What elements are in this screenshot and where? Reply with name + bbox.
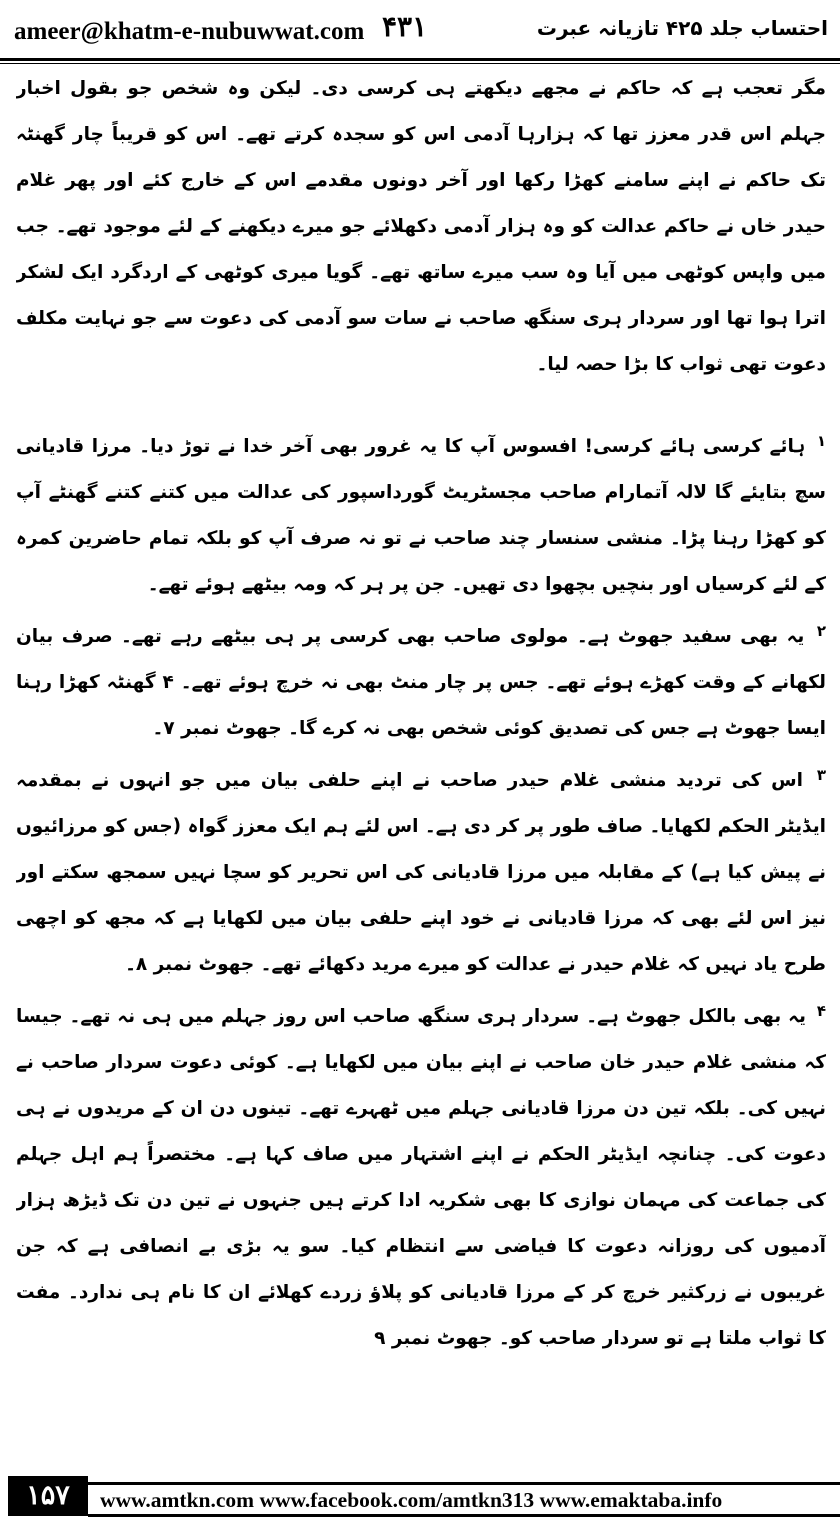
footer-bottom-rule (88, 1514, 840, 1517)
header-divider (0, 58, 840, 64)
header-email: ameer@khatm-e-nubuwwat.com (14, 18, 365, 45)
page-number-badge: ۱۵۷ (8, 1476, 88, 1516)
footnote-text: ہائے کرسی ہائے کرسی! افسوس آپ کا یہ غرور بھی آخر خدا نے توڑ دیا۔ مرزا قادیانی سچ بتایئے گا لالہ آتمارام صاحب مجسٹریٹ گورداسپور کی عدالت میں کتنے کتنے گھنٹے آپ کو کھڑا رہنا پڑا۔ منشی سنسار چند صاحب نے تو نہ صرف آپ کو بلکہ تمام حاضرین کمرہ کے لئے کرسیاں اور بنچیں بچھوا دی تھیں۔ جن پر ہر کہ ومہ بیٹھے ہوئے تھے۔ (16, 436, 826, 595)
page-body (16, 66, 826, 1448)
footer-links: www.amtkn.com www.facebook.com/amtkn313 www.emaktaba.info (100, 1488, 723, 1512)
footnote-number: ۴ (816, 1002, 826, 1020)
page-footer (0, 1470, 840, 1540)
footnote-1 (16, 418, 826, 608)
footnote-text: اس کی تردید منشی غلام حیدر صاحب نے اپنے حلفی بیان میں جو انہوں نے بمقدمہ ایڈیٹر الحکم لکھایا۔ صاف طور پر کر دی ہے۔ اس لئے ہم ایک معزز گواہ (جس کو مرزائیوں نے پیش کیا ہے) کے مقابلہ میں مرزا قادیانی کی اس تحریر کو سچا نہیں سمجھ سکتے اور نیز اس لئے بھی کہ مرزا قادیانی نے خود اپنے حلفی بیان میں لکھایا ہے کہ مجھ کو اچھی طرح یاد نہیں کہ غلام حیدر نے عدالت کو میرے مرید دکھائے تھے۔ جھوٹ نمبر ۸۔ (16, 770, 826, 975)
footnote-text: یہ بھی بالکل جھوٹ ہے۔ سردار ہری سنگھ صاحب اس روز جہلم میں ہی نہ تھے۔ جیسا کہ منشی غلام حیدر خان صاحب نے اپنے بیان میں لکھایا ہے۔ کوئی دعوت سردار صاحب نے نہیں کی۔ بلکہ تین دن مرزا قادیانی جہلم میں ٹھہرے تھے۔ تینوں دن ان کے مریدوں نے ہی دعوت کی۔ چنانچہ ایڈیٹر الحکم نے اپنے اشتہار میں صاف کہا ہے۔ مختصراً ہم اہل جہلم کی جماعت کی مہمان نوازی کا بھی شکریہ ادا کرتے ہیں جنہوں نے تین دن تک ڈیڑھ ہزار آدمیوں کی روزانہ دعوت کا فیاضی سے انتظام کیا۔ سو یہ بڑی بے انصافی ہے کہ جن غریبوں نے زرکثیر خرچ کر کے مرزا قادیانی کو پلاؤ زردے کھلائے ان کا نام ہی ندارد۔ مفت کا ثواب ملتا ہے تو سردار صاحب کو۔ جھوٹ نمبر ۹ (16, 1006, 826, 1349)
page-header (0, 0, 840, 60)
header-page-number: ۴۳۱ (382, 10, 428, 43)
footnote-4 (16, 988, 826, 1362)
footnote-2 (16, 608, 826, 752)
footer-top-rule (88, 1482, 840, 1485)
footnote-text: یہ بھی سفید جھوٹ ہے۔ مولوی صاحب بھی کرسی پر ہی بیٹھے رہے تھے۔ صرف بیان لکھانے کے وقت کھڑے ہوئے تھے۔ جس پر چار منٹ بھی نہ خرچ ہوئے تھے۔ ۴ گھنٹہ کھڑا رہنا ایسا جھوٹ ہے جس کی تصدیق کوئی شخص بھی نہ کرے گا۔ جھوٹ نمبر ۷۔ (16, 626, 826, 739)
main-paragraph: مگر تعجب ہے کہ حاکم نے مجھے دیکھتے ہی کرسی دی۔ لیکن وہ شخص جو بقول اخبار جہلم اس قدر معزز تھا کہ ہزارہا آدمی اس کو سجدہ کرتے تھے۔ اس کو قریباً چار گھنٹہ تک حاکم نے اپنے سامنے کھڑا رکھا اور آخر دونوں مقدمے اس کے خارج کئے اور پھر غلام حیدر خاں نے حاکم عدالت کو وہ ہزار آدمی دکھلائے جو میرے دیکھنے کے لئے موجود تھے۔ جب میں واپس کوٹھی میں آیا وہ سب میرے ساتھ تھے۔ گویا میری کوٹھی کے اردگرد ایک لشکر اترا ہوا تھا اور سردار ہری سنگھ صاحب نے سات سو آدمی کی دعوت سے جو نہایت مکلف دعوت تھی ثواب کا بڑا حصہ لیا۔ (16, 78, 826, 375)
footnote-number: ۲ (816, 622, 826, 640)
footnote-number: ۱ (816, 432, 826, 450)
footnote-number: ۳ (816, 766, 826, 784)
footnote-3 (16, 752, 826, 988)
header-book-title: احتساب جلد ۴۲۵ تازیانہ عبرت (536, 16, 828, 40)
